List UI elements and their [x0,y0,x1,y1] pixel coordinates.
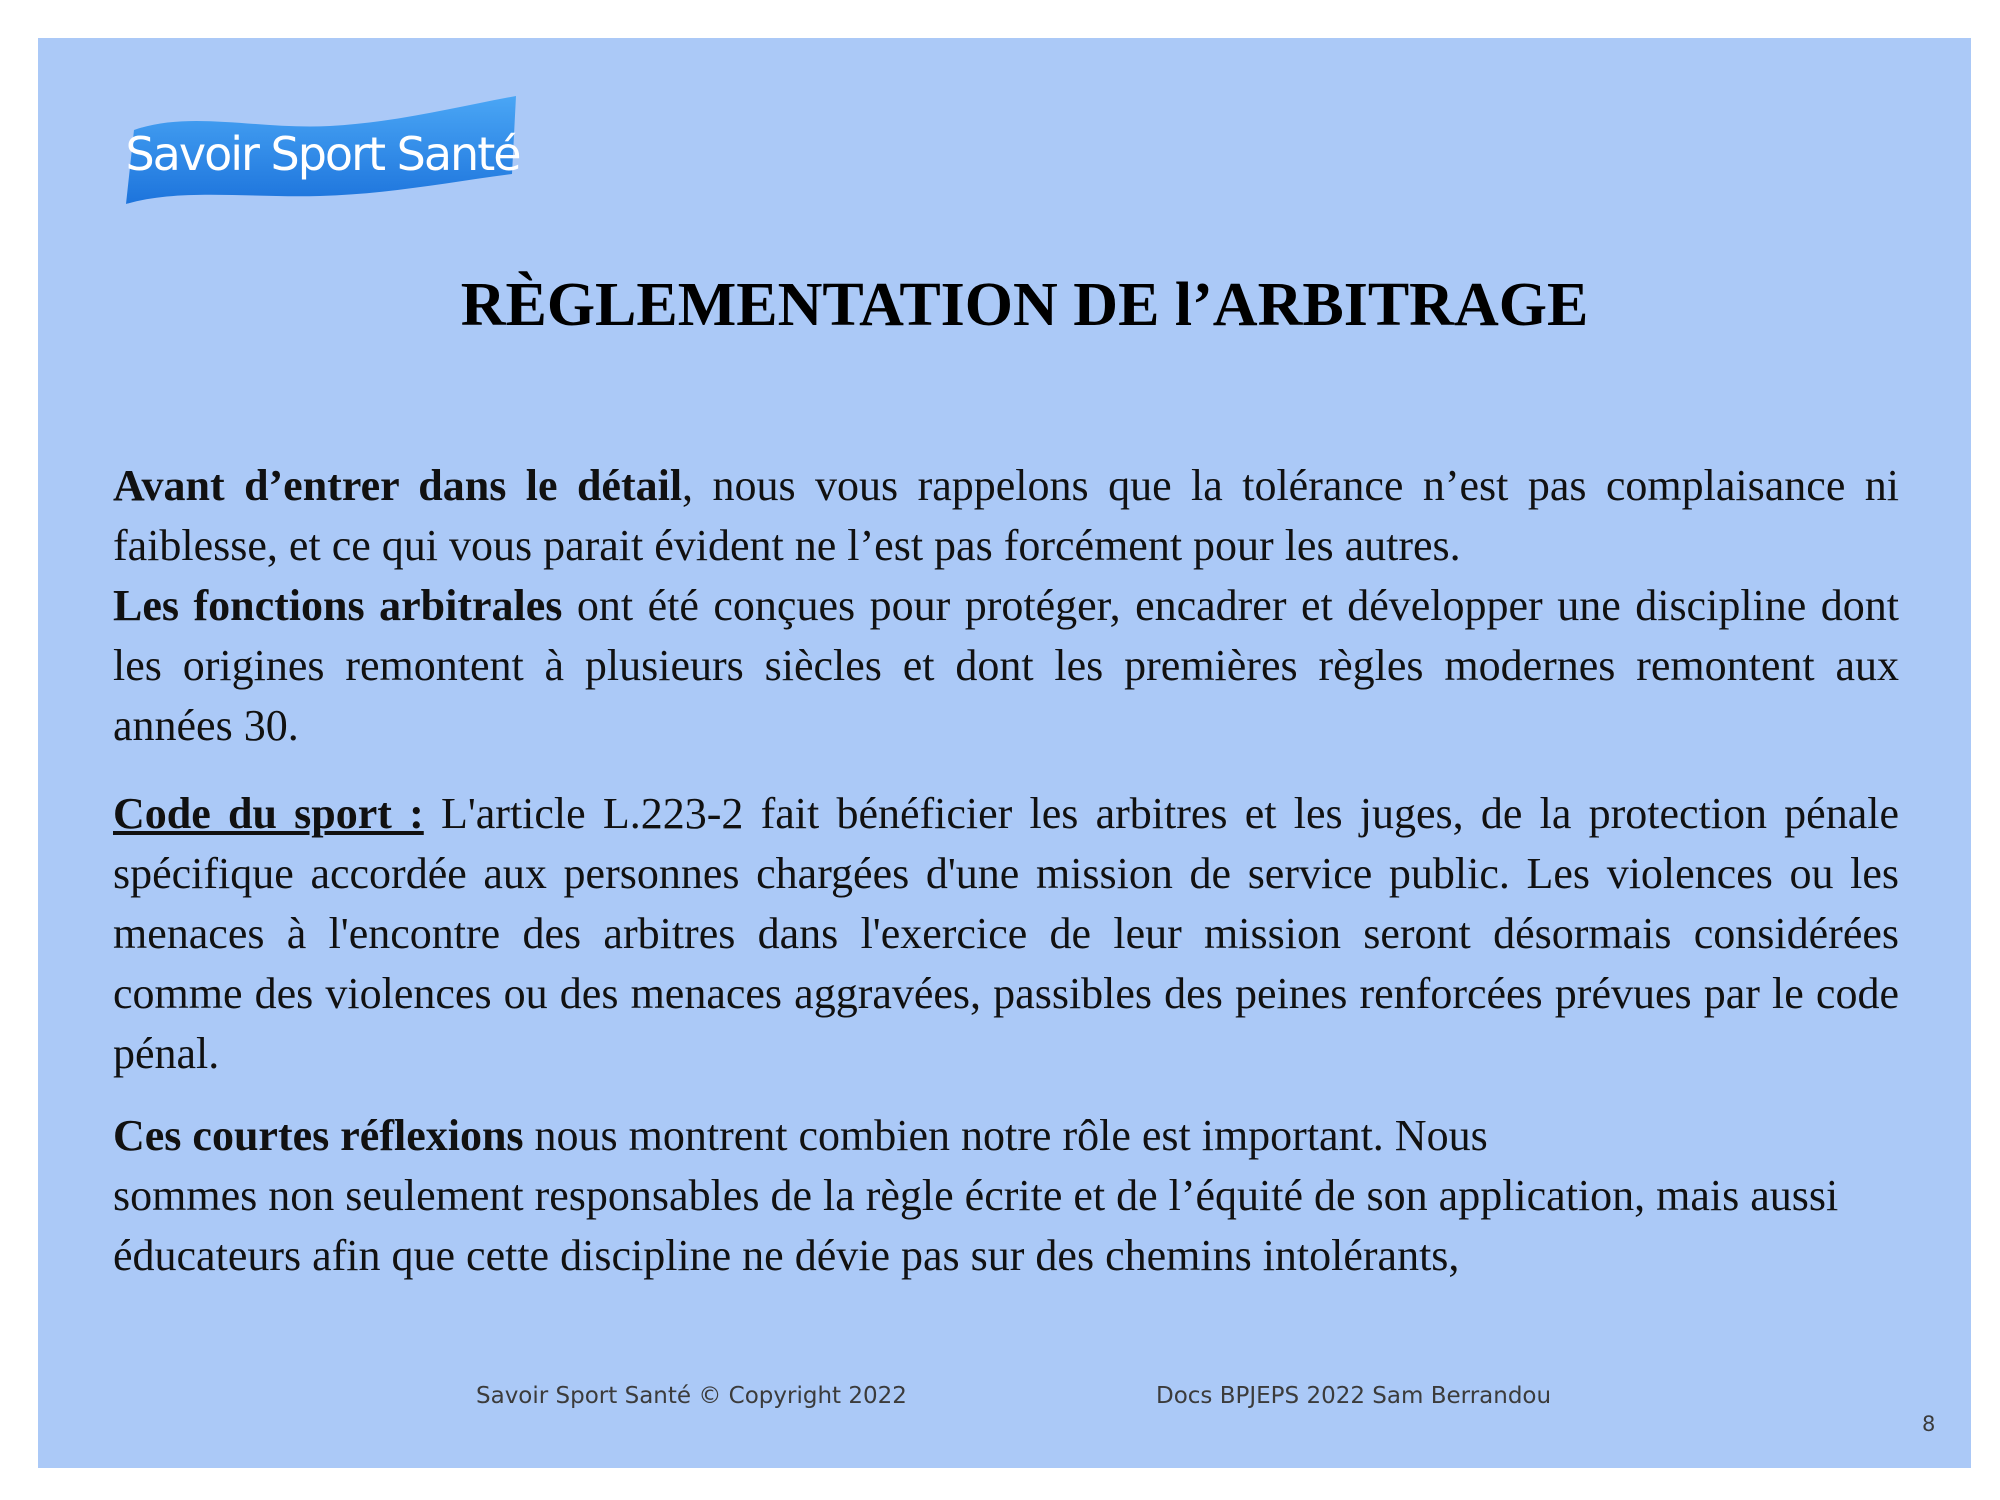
paragraph-code-du-sport [113,784,1899,1084]
paragraph-text: , nous vous rappelons que la tolérance n’est pas complaisance ni faiblesse, et ce qui vous parait évident ne l’est pas forcément pour les autres. [113,461,1899,570]
body-text [113,456,1899,1286]
paragraph-text: ont été conçues pour protéger, encadrer et développer une discipline dont les origines remontent à plusieurs siècles et dont les premières règles modernes remontent aux années 30. [113,581,1900,750]
paragraph-text: nous montrent combien notre rôle est important. Nous [523,1111,1488,1160]
page-number: 8 [1922,1412,1936,1436]
paragraph-lead: Code du sport : [113,789,424,838]
paragraph-text: sommes non seulement responsables de la règle écrite et de l’équité de son application, mais aussi éducateurs afin que cette discipline ne dévie pas sur des chemins intolérants, [113,1171,1839,1280]
slide [38,38,1971,1468]
footer-docs: Docs BPJEPS 2022 Sam Berrandou [1156,1383,1552,1409]
paragraph-lead: Ces courtes réflexions [113,1111,524,1160]
paragraph-reflexions [113,1106,1899,1286]
paragraph-tolerance [113,456,1899,576]
logo [120,96,525,208]
paragraph-lead: Les fonctions arbitrales [113,581,563,630]
paragraph-text: L'article L.223-2 fait bénéficier les arbitres et les juges, de la protection pénale spécifique accordée aux personnes chargées d'une mission de service public. Les violences ou les menaces à l'encontre des arbitres dans l'exercice de leur mission seront désormais considérées comme des violences ou des menaces aggravées, passibles des peines renforcées prévues par le code pénal. [113,789,1899,1078]
logo-text: Savoir Sport Santé [125,127,520,181]
paragraph-fonctions [113,576,1899,756]
page-title: RÈGLEMENTATION DE l’ARBITRAGE [460,271,1589,339]
footer-copyright: Savoir Sport Santé © Copyright 2022 [476,1383,907,1409]
paragraph-lead: Avant d’entrer dans le détail [113,461,683,510]
